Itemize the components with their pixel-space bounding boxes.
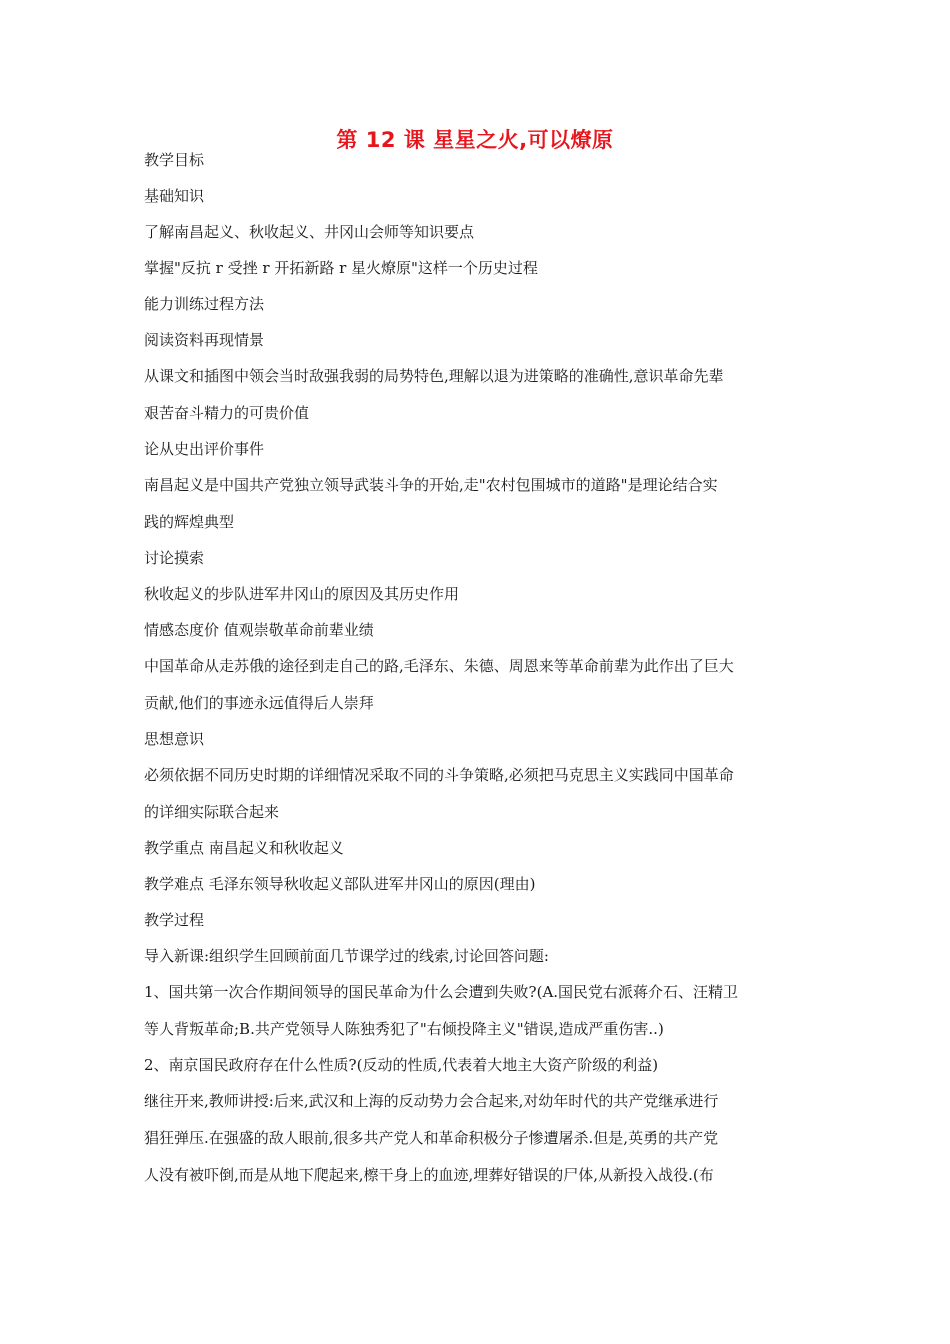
paragraph-line: 中国革命从走苏俄的途径到走自己的路,毛泽东、朱德、周恩来等革命前辈为此作出了巨大 <box>144 657 734 675</box>
text-line: 2、南京国民政府存在什么性质?(反动的性质,代表着大地主大资产阶级的利益) <box>144 1056 659 1074</box>
body-text <box>144 150 814 1201</box>
paragraph <box>144 475 814 532</box>
paragraph-line: 贡献,他们的事迹永远值得后人崇拜 <box>144 694 374 712</box>
heading-teaching-process: 教学过程 <box>144 911 205 929</box>
paragraph <box>144 982 814 1039</box>
paragraph <box>144 1091 814 1185</box>
paragraph-line: 践的辉煌典型 <box>144 513 235 531</box>
paragraph <box>144 366 814 423</box>
text-line: 阅读资料再现情景 <box>144 331 265 349</box>
paragraph-line: 必须依据不同历史时期的详细情况采取不同的斗争策略,必须把马克思主义实践同中国革命 <box>144 766 734 784</box>
paragraph-line: 的详细实际联合起来 <box>144 803 280 821</box>
paragraph-line: 人没有被吓倒,而是从地下爬起来,檫干身上的血迹,埋葬好错误的尸体,从新投入战役.(布 <box>144 1166 714 1184</box>
teaching-difficulty: 教学难点 毛泽东领导秋收起义部队进军井冈山的原因(理由) <box>144 875 536 893</box>
lesson-title: 第 12 课 星星之火,可以燎原 <box>336 128 614 152</box>
paragraph-line: 继往开来,教师讲授:后来,武汉和上海的反动势力会合起来,对幼年时代的共产党继承进行 <box>144 1092 719 1110</box>
paragraph-line: 艰苦奋斗精力的可贵价值 <box>144 404 310 422</box>
paragraph-line: 等人背叛革命;B.共产党领导人陈独秀犯了"右倾投降主义"错误,造成严重伤害..) <box>144 1020 664 1038</box>
heading-ability: 能力训练过程方法 <box>144 295 265 313</box>
paragraph-line: 从课文和插图中领会当时敌强我弱的局势特色,理解以退为进策略的准确性,意识革命先辈 <box>144 367 724 385</box>
text-line: 掌握"反抗 r 受挫 r 开拓新路 r 星火燎原"这样一个历史过程 <box>144 259 538 277</box>
paragraph-line: 猖狂弹压.在强盛的敌人眼前,很多共产党人和革命积极分子惨遭屠杀.但是,英勇的共产党 <box>144 1129 719 1147</box>
paragraph <box>144 765 814 822</box>
text-line: 论从史出评价事件 <box>144 440 265 458</box>
heading-emotion: 情感态度价 值观崇敬革命前辈业绩 <box>144 621 374 639</box>
text-line: 了解南昌起义、秋收起义、井冈山会师等知识要点 <box>144 223 475 241</box>
text-line: 秋收起义的步队进军井冈山的原因及其历史作用 <box>144 585 460 603</box>
heading-teaching-goals: 教学目标 <box>144 151 205 169</box>
paragraph <box>144 656 814 713</box>
heading-basic-knowledge: 基础知识 <box>144 187 205 205</box>
paragraph-line: 南昌起义是中国共产党独立领导武装斗争的开始,走"农村包围城市的道路"是理论结合实 <box>144 476 718 494</box>
paragraph-line: 1、国共第一次合作期间领导的国民革命为什么会遭到失败?(A.国民党右派蒋介石、汪精卫 <box>144 983 739 1001</box>
heading-thought: 思想意识 <box>144 730 205 748</box>
text-line: 导入新课:组织学生回顾前面几节课学过的线索,讨论回答问题: <box>144 947 549 965</box>
teaching-focus: 教学重点 南昌起义和秋收起义 <box>144 839 344 857</box>
text-line: 讨论摸索 <box>144 549 205 567</box>
